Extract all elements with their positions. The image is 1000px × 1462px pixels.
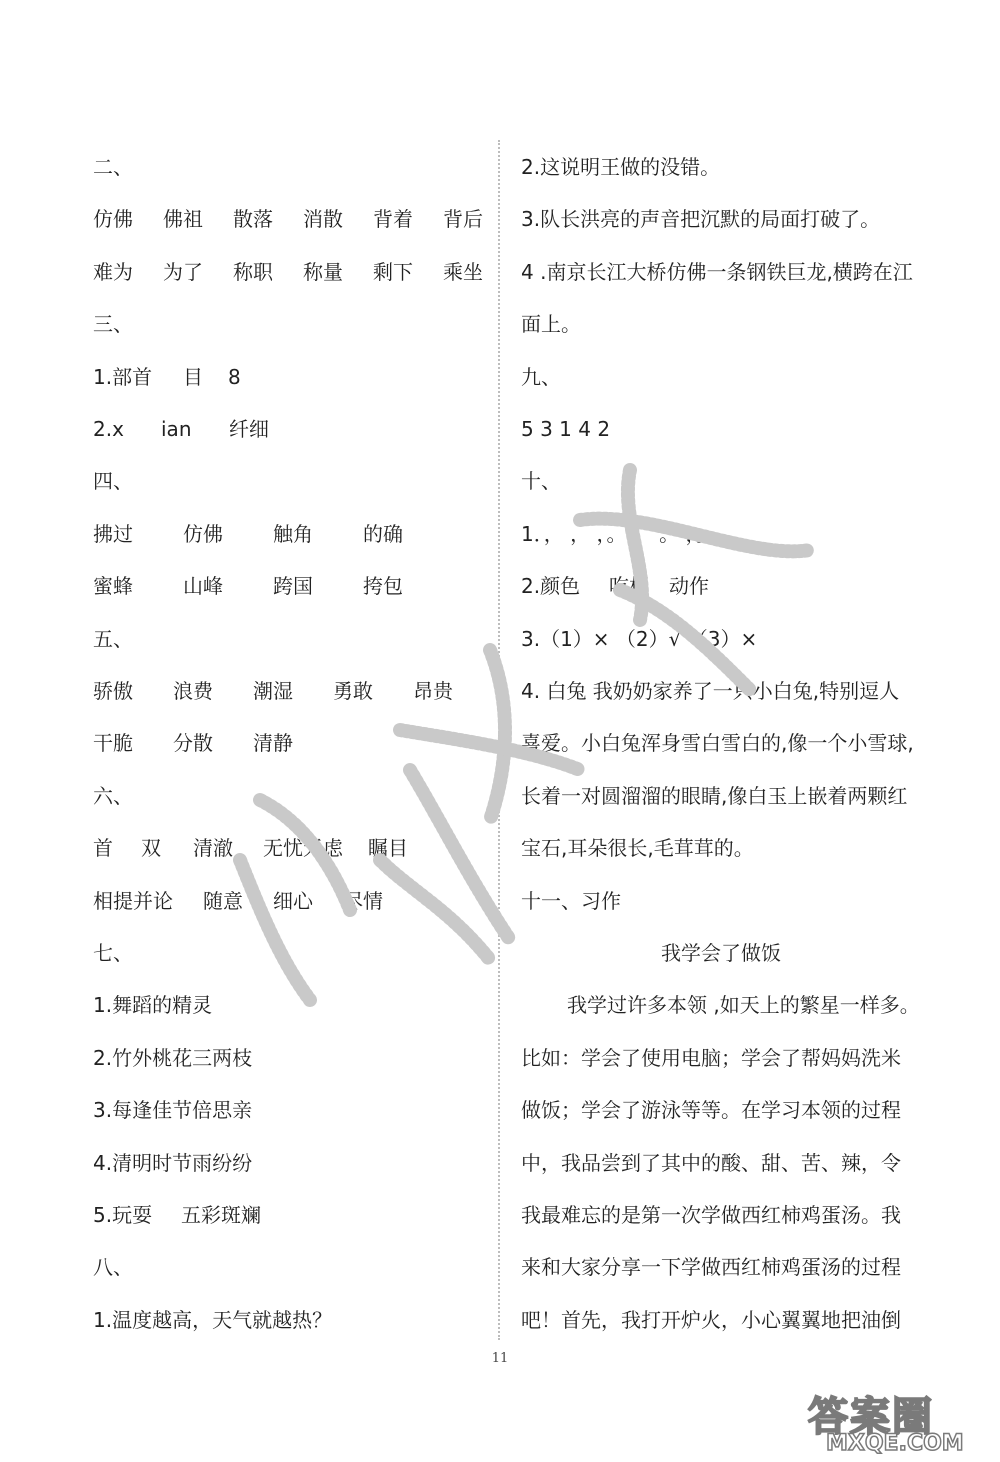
answer-item: 为了 [163,259,203,284]
answer-item: 乘坐 [443,259,483,284]
answer-item: 消散 [303,207,343,232]
answer-line [521,573,729,599]
answer-line: 十一、习作 [521,888,621,913]
answer-item: 潮湿 [253,679,293,703]
answer-item: 干脆 [93,731,133,756]
answer-item: 跨国 [273,574,313,599]
answer-item: 散落 [233,207,273,232]
answer-item: 昂贵 [413,679,453,703]
answer-line: 做饭；学会了游泳等等。在学习本领的过程 [521,1098,901,1123]
answer-line: 四、 [93,469,133,494]
answer-line: 1.温度越高，天气就越热？ [93,1307,333,1332]
answer-item: 随意 [203,888,243,913]
answer-item: 瞩目 [368,836,408,861]
answer-line: 4. 白兔 我奶奶家养了一只小白兔,特别逗人 [521,679,900,703]
answer-item: 挎包 [363,574,403,599]
answer-item: 无忧无虑 [263,836,343,861]
column-divider [498,140,500,1340]
answer-item: 尽情 [343,888,383,913]
answer-line: 三、 [93,312,133,337]
answer-line [93,521,453,547]
answer-line: 3.每逢佳节倍思亲 [93,1098,253,1123]
answer-item: 相提并论 [93,888,173,913]
answer-line [93,364,268,390]
answer-line: 九、 [521,364,561,389]
answer-item: 仿佛 [93,207,133,232]
answer-line: 我学会了做饭 [661,941,781,965]
answer-item: 佛祖 [163,207,203,232]
answer-line [93,678,493,704]
answer-line: 中，我品尝到了其中的酸、甜、苦、辣，令 [521,1150,901,1175]
site-logo [808,1385,988,1460]
logo-domain: MXQE.COM [826,1431,964,1456]
answer-line: 吧！首先，我打开炉火，小心翼翼地把油倒 [521,1307,901,1332]
answer-line: 4.清明时节雨纷纷 [93,1150,253,1175]
answer-item: 山峰 [183,574,223,599]
answer-item: 难为 [93,259,133,284]
answer-item: 2.x [93,417,124,441]
answer-item: 五彩斑斓 [181,1203,261,1227]
answer-item: 双 [141,836,161,861]
answer-line [93,206,513,232]
answer-line: 3.队长洪亮的声音把沉默的局面打破了。 [521,207,881,232]
answer-line: 5 3 1 4 2 [521,417,611,441]
answer-item: ian [161,417,192,441]
answer-line [93,1202,281,1228]
answer-item: 目 [183,364,203,389]
answer-item: 骄傲 [93,679,133,703]
answer-item: 蜜蜂 [93,574,133,599]
answer-item: 清澈 [193,836,233,861]
answer-item: 背后 [443,207,483,232]
answer-item: 动作 [669,574,709,599]
answer-item: 称量 [303,259,343,284]
answer-line [93,888,403,914]
answer-item: 分散 [173,731,213,756]
answer-line: 五、 [93,626,133,651]
answer-line: 1．， ， ，。 ， 。 ，。 [521,521,716,546]
answer-item: 背着 [373,207,413,232]
answer-item: 称职 [233,259,273,284]
answer-line: 来和大家分享一下学做西红柿鸡蛋汤的过程 [521,1255,901,1280]
answer-line: 七、 [93,941,133,965]
page-number: 11 [491,1351,509,1366]
answer-item: 5.玩耍 [93,1203,153,1227]
answer-line: 2.竹外桃花三两枝 [93,1045,253,1070]
answer-item: 浪费 [173,679,213,703]
answer-line: 我学过许多本领 ,如天上的繁星一样多。 [567,993,920,1018]
answer-line: 面上。 [521,312,581,337]
answer-line: 十、 [521,469,561,494]
answer-line: 1.舞蹈的精灵 [93,993,213,1018]
answer-line [93,573,453,599]
answer-item: 纤细 [229,417,269,441]
answer-item: 2.颜色 [521,574,581,599]
answer-line [93,416,289,442]
answer-item: 剩下 [373,259,413,284]
answer-item: 的确 [363,521,403,546]
answer-line [93,259,513,285]
answer-item: 1.部首 [93,364,153,389]
answer-line [93,730,333,756]
answer-line: 3.（1）× （2）√ （3）× [521,626,758,651]
answer-item: 细心 [273,888,313,913]
answer-item: 清静 [253,731,293,756]
answer-line: 喜爱。小白兔浑身雪白雪白的,像一个小雪球, [521,731,914,756]
answer-line: 二、 [93,155,133,179]
answer-item: 勇敢 [333,679,373,703]
answer-line: 4 .南京长江大桥仿佛一条钢铁巨龙,横跨在江 [521,259,913,284]
answer-line: 长着一对圆溜溜的眼睛,像白玉上嵌着两颗红 [521,783,908,808]
answer-item: 首 [93,836,113,861]
answer-line: 我最难忘的是第一次学做西红柿鸡蛋汤。我 [521,1203,901,1227]
logo-text: 答案圈 [808,1394,934,1440]
answer-line: 六、 [93,783,133,808]
answer-item: 触角 [273,521,313,546]
answer-item: 吃相 [609,574,649,599]
answer-item: 8 [228,364,241,389]
answer-line: 宝石,耳朵很长,毛茸茸的。 [521,836,754,861]
answer-item: 仿佛 [183,521,223,546]
answer-line: 比如：学会了使用电脑；学会了帮妈妈洗米 [521,1045,901,1070]
answer-line [93,835,428,861]
answer-line: 2.这说明王做的没错。 [521,155,721,179]
answer-item: 拂过 [93,521,133,546]
answer-line: 八、 [93,1255,133,1280]
